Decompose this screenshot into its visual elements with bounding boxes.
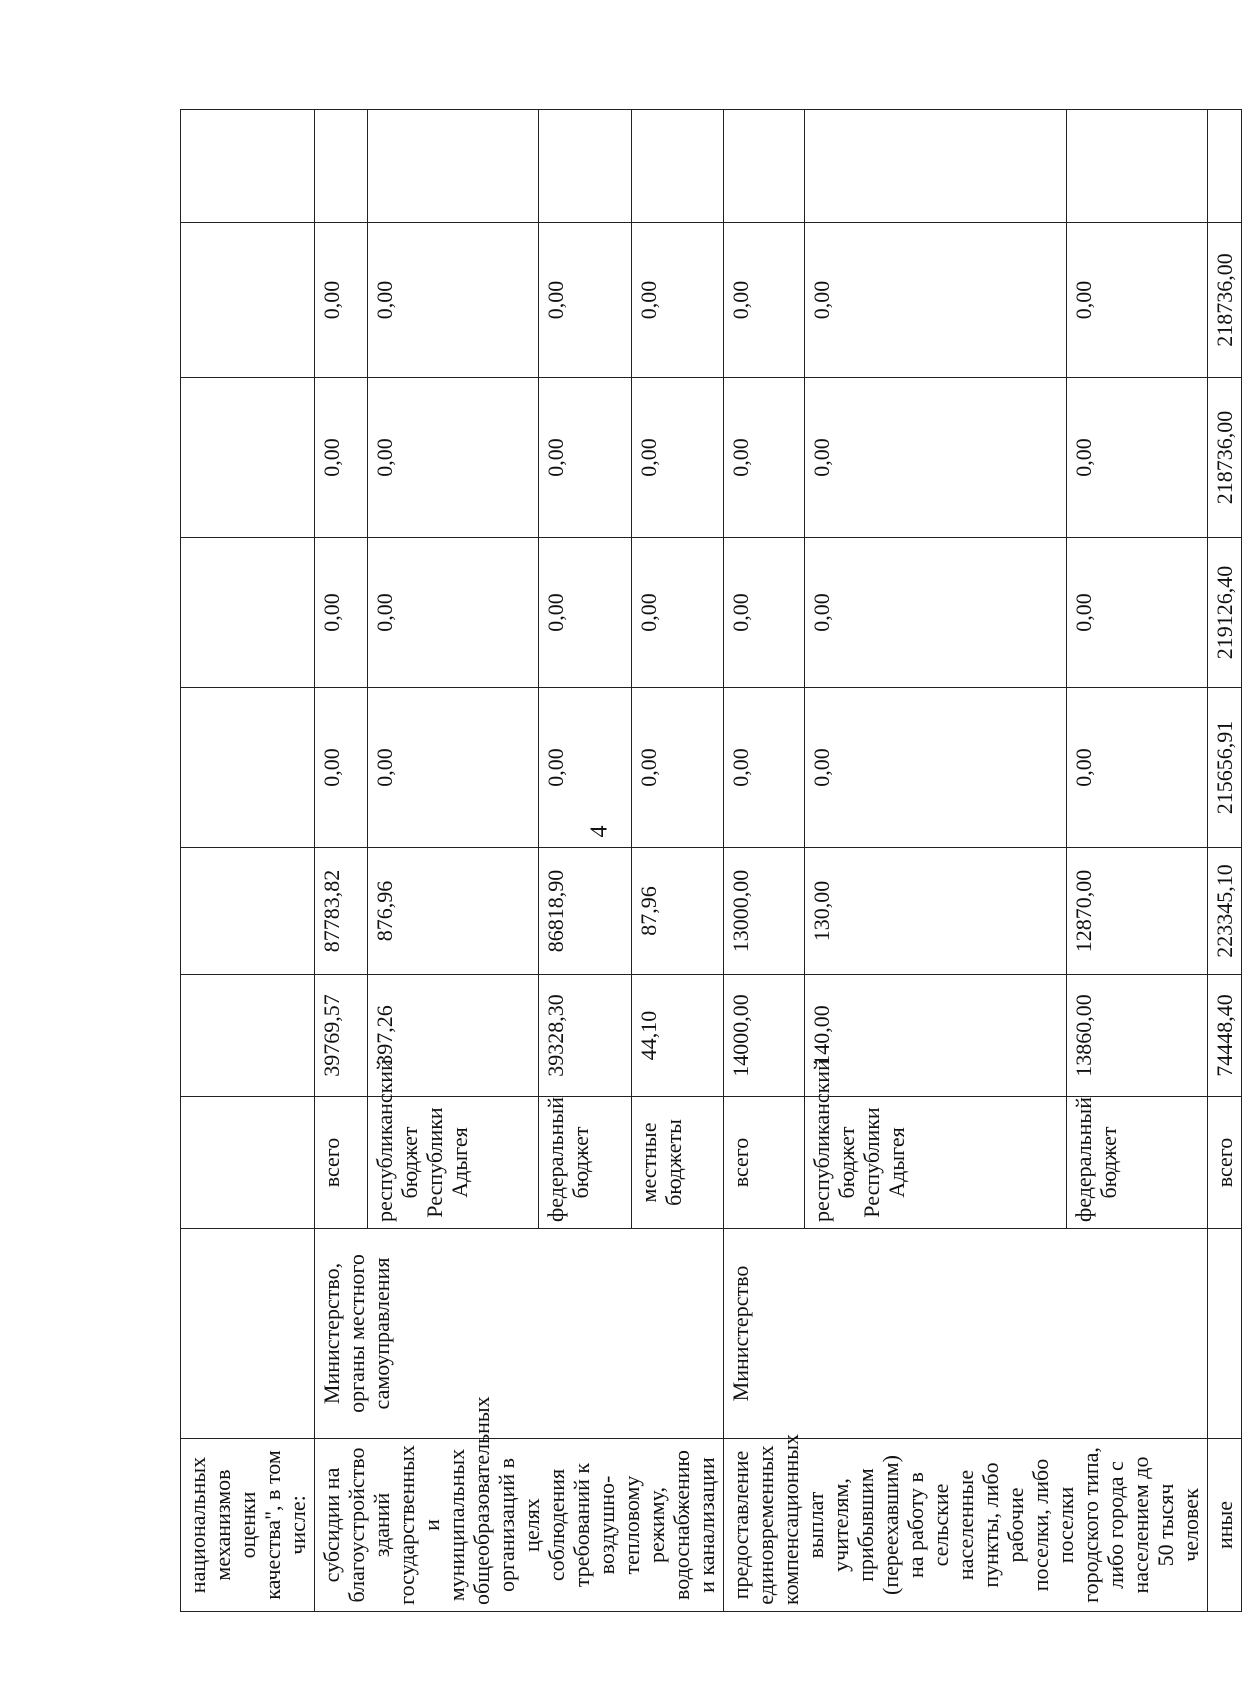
value-cell: 0,00 xyxy=(539,378,631,538)
value-cell: 13860,00 xyxy=(1066,975,1207,1097)
responsible-cell: Министерство xyxy=(724,1229,1208,1439)
value-cell: 215656,91 xyxy=(1208,688,1242,848)
value-cell: 0,00 xyxy=(805,378,1066,538)
value-cell: 130,00 xyxy=(805,848,1066,975)
responsible-cell: Министерство, органы местного самоуправления xyxy=(315,1229,724,1439)
measure-cell: национальных механизмов оценки качества", в том числе: xyxy=(181,1439,315,1612)
value-cell: 0,00 xyxy=(539,538,631,688)
rotated-table-container xyxy=(180,110,1237,1612)
value-cell: 14000,00 xyxy=(724,975,805,1097)
value-cell: 0,00 xyxy=(805,688,1066,848)
value-cell: 87783,82 xyxy=(315,848,368,975)
value-cell: 0,00 xyxy=(724,378,805,538)
table-row xyxy=(1208,110,1242,1612)
page-number: 4 xyxy=(586,825,613,838)
table-row xyxy=(724,110,805,1612)
table-row xyxy=(181,110,315,1612)
value-cell: 0,00 xyxy=(368,688,539,848)
value-cell: 219126,40 xyxy=(1208,538,1242,688)
value-cell: 0,00 xyxy=(724,688,805,848)
value-cell: 140,00 xyxy=(805,975,1066,1097)
value-cell: 0,00 xyxy=(631,223,723,378)
value-cell: 44,10 xyxy=(631,975,723,1097)
budget-table xyxy=(180,109,1242,1612)
value-cell: 876,96 xyxy=(368,848,539,975)
table-row xyxy=(315,110,368,1612)
value-cell: 0,00 xyxy=(1066,688,1207,848)
value-cell: 0,00 xyxy=(539,223,631,378)
value-cell: 0,00 xyxy=(805,538,1066,688)
measure-cell: предоставление единовременных компенсационных выплат учителям, прибывшим (переехавшим) на работу в сельские населенные пункты, либо рабочие поселки, либо поселки городского типа, либо города с населением до 50 тысяч человек xyxy=(724,1439,1208,1612)
value-cell: 0,00 xyxy=(315,538,368,688)
value-cell: 0,00 xyxy=(368,378,539,538)
value-cell: 74448,40 xyxy=(1208,975,1242,1097)
measure-cell: субсидии на благоустройство зданий государственных и муниципальных общеобразовательных организаций в целях соблюдения требований к воздушно-тепловому режиму, водоснабжению и канализации xyxy=(315,1439,724,1612)
value-cell: 0,00 xyxy=(1066,378,1207,538)
value-cell: 0,00 xyxy=(315,688,368,848)
source-cell: местные бюджеты xyxy=(631,1097,723,1229)
value-cell: 87,96 xyxy=(631,848,723,975)
value-cell: 0,00 xyxy=(631,688,723,848)
value-cell: 12870,00 xyxy=(1066,848,1207,975)
value-cell: 218736,00 xyxy=(1208,378,1242,538)
value-cell: 0,00 xyxy=(631,538,723,688)
value-cell: 0,00 xyxy=(631,378,723,538)
source-cell: всего xyxy=(315,1097,368,1229)
value-cell: 86818,90 xyxy=(539,848,631,975)
value-cell: 0,00 xyxy=(805,223,1066,378)
value-cell: 0,00 xyxy=(368,223,539,378)
value-cell: 397,26 xyxy=(368,975,539,1097)
value-cell: 223345,10 xyxy=(1208,848,1242,975)
value-cell: 0,00 xyxy=(724,538,805,688)
value-cell: 39769,57 xyxy=(315,975,368,1097)
source-cell: федеральный бюджет xyxy=(539,1097,631,1229)
value-cell: 0,00 xyxy=(539,688,631,848)
value-cell: 39328,30 xyxy=(539,975,631,1097)
source-cell: республиканский бюджет Республики Адыгея xyxy=(368,1097,539,1229)
value-cell: 13000,00 xyxy=(724,848,805,975)
measure-cell: иные xyxy=(1208,1439,1242,1612)
source-cell: республиканский бюджет Республики Адыгея xyxy=(805,1097,1066,1229)
source-cell: федеральный бюджет xyxy=(1066,1097,1207,1229)
value-cell: 0,00 xyxy=(1066,223,1207,378)
value-cell: 0,00 xyxy=(1066,538,1207,688)
value-cell: 0,00 xyxy=(368,538,539,688)
value-cell: 0,00 xyxy=(315,223,368,378)
source-cell: всего xyxy=(1208,1097,1242,1229)
value-cell: 0,00 xyxy=(724,223,805,378)
value-cell: 218736,00 xyxy=(1208,223,1242,378)
source-cell: всего xyxy=(724,1097,805,1229)
value-cell: 0,00 xyxy=(315,378,368,538)
